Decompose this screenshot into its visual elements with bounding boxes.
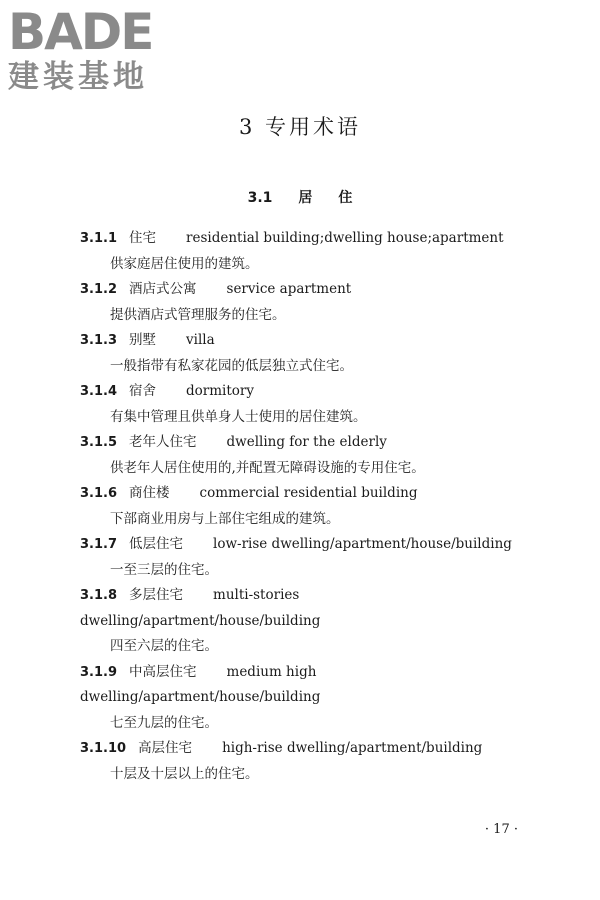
term-english: medium high dwelling/apartment/house/building: [80, 663, 321, 705]
term-entry: [80, 328, 525, 379]
term-chinese: 商住楼: [129, 485, 170, 501]
term-english: low-rise dwelling/apartment/house/building: [213, 536, 512, 552]
term-number: 3.1.2: [80, 282, 118, 297]
logo-wordmark: BADE: [8, 3, 153, 61]
term-definition: 四至六层的住宅。: [110, 638, 218, 654]
term-entry: [80, 532, 525, 583]
term-chinese: 酒店式公寓: [129, 281, 197, 297]
term-chinese: 别墅: [129, 332, 157, 348]
term-definition: 提供酒店式管理服务的住宅。: [110, 306, 286, 323]
term-entry: [80, 660, 525, 737]
term-entry: [80, 430, 525, 481]
term-chinese: 住宅: [129, 230, 157, 246]
term-number: 3.1.6: [80, 486, 118, 501]
term-chinese: 宿舍: [129, 383, 157, 399]
term-number: 3.1.10: [80, 741, 127, 756]
term-entry: [80, 583, 525, 660]
term-english: residential building;dwelling house;apartment: [186, 230, 504, 246]
term-number: 3.1.4: [80, 384, 118, 399]
term-english: dormitory: [186, 383, 254, 399]
term-entry: [80, 379, 525, 430]
term-definition: 七至九层的住宅。: [110, 714, 218, 731]
term-english: dwelling for the elderly: [226, 434, 387, 450]
term-definition: 下部商业用房与上部住宅组成的建筑。: [110, 510, 340, 527]
term-definition: 一般指带有私家花园的低层独立式住宅。: [110, 357, 353, 374]
term-number: 3.1.5: [80, 435, 118, 450]
term-number: 3.1.7: [80, 537, 118, 552]
logo-subtitle: 建装基地: [8, 59, 148, 95]
term-definition: 供家庭居住使用的建筑。: [110, 255, 259, 272]
term-definition: 有集中管理且供单身人士使用的居住建筑。: [110, 408, 367, 425]
term-english: service apartment: [226, 281, 352, 297]
term-chinese: 多层住宅: [129, 587, 184, 603]
section-number: 3.1: [247, 190, 273, 206]
page-number: · 17 ·: [484, 822, 518, 837]
term-english: commercial residential building: [199, 485, 418, 501]
term-entry: [80, 226, 525, 277]
term-number: 3.1.1: [80, 231, 118, 246]
term-definition: 十层及十层以上的住宅。: [110, 765, 259, 782]
chapter-title: 3 专用术语: [238, 115, 362, 139]
term-number: 3.1.8: [80, 588, 118, 603]
term-definition: 一至三层的住宅。: [110, 561, 218, 578]
term-number: 3.1.9: [80, 664, 118, 680]
term-entry: [80, 481, 525, 532]
term-number: 3.1.3: [80, 333, 118, 348]
term-english: high-rise dwelling/apartment/building: [222, 740, 483, 756]
term-english: villa: [186, 332, 215, 348]
term-chinese: 低层住宅: [129, 536, 184, 552]
term-definition: 供老年人居住使用的,并配置无障碍设施的专用住宅。: [110, 459, 425, 476]
term-english: multi-stories dwelling/apartment/house/building: [80, 587, 321, 629]
term-entry: [80, 736, 525, 787]
term-chinese: 高层住宅: [138, 740, 193, 756]
section-title-char-1: 居: [298, 190, 313, 206]
section-title: [0, 187, 600, 207]
term-chinese: 中高层住宅: [129, 663, 197, 680]
site-logo: [8, 3, 178, 95]
term-list: [80, 226, 525, 787]
section-title-char-2: 住: [338, 190, 353, 206]
term-entry: [80, 277, 525, 328]
term-chinese: 老年人住宅: [129, 434, 197, 450]
